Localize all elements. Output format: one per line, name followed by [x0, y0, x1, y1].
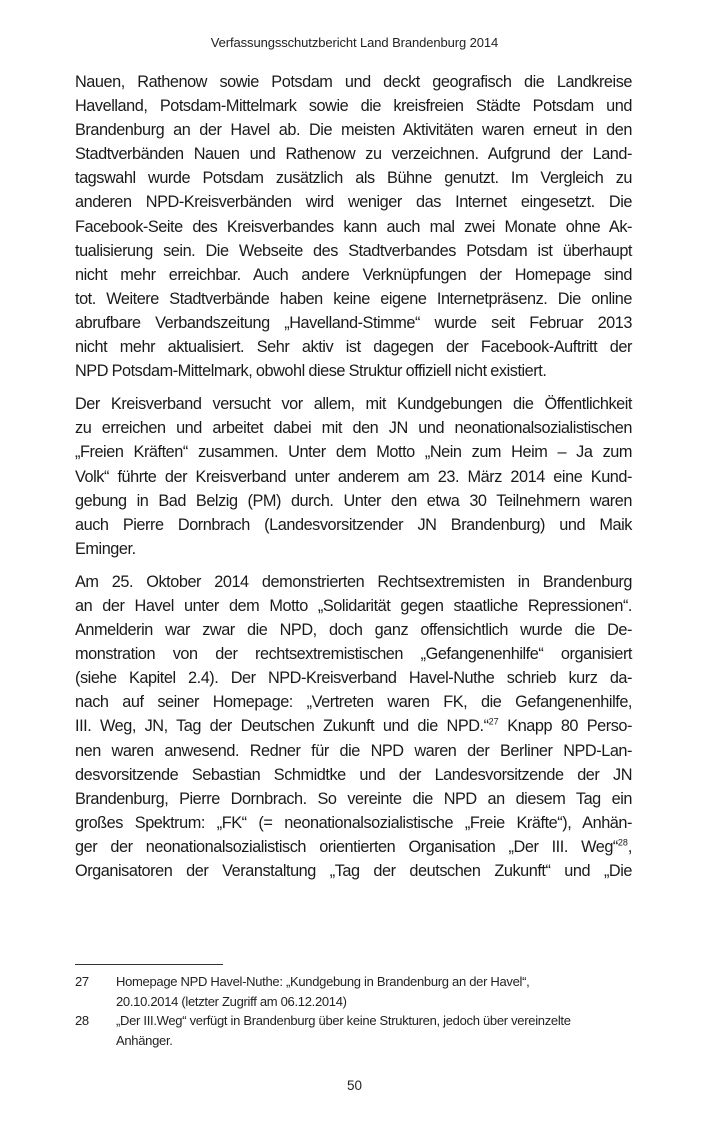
text-line: „Freien Kräften“ zusammen. Unter dem Motto „Nein zum Heim – Ja zum	[75, 443, 632, 462]
text-line: Brandenburg, Pierre Dornbrach. So vereinte die NPD an diesem Tag ein	[75, 789, 632, 808]
paragraph-1	[75, 70, 632, 383]
text-line: nen waren anwesend. Redner für die NPD waren der Berliner NPD-Lan-	[75, 741, 632, 760]
text-line: nicht mehr erreichbar. Auch andere Verknüpfungen der Homepage sind	[75, 265, 632, 284]
text-line: Volk“ führte der Kreisverband unter anderem am 23. März 2014 eine Kund-	[75, 467, 632, 486]
text-line: tot. Weitere Stadtverbände haben keine eigene Internetpräsenz. Die online	[75, 289, 632, 308]
text-line: Stadtverbänden Nauen und Rathenow zu verzeichnen. Aufgrund der Land-	[75, 145, 632, 164]
text-line: Havelland, Potsdam-Mittelmark sowie die kreisfreien Städte Potsdam und	[75, 97, 632, 116]
text-line: Anmelderin war zwar die NPD, doch ganz offensichtlich wurde die De-	[75, 621, 632, 640]
paragraph-2	[75, 392, 632, 561]
text-line: (siehe Kapitel 2.4). Der NPD-Kreisverband Havel-Nuthe schrieb kurz da-	[75, 669, 632, 688]
footnote-ref-27[interactable]: 27	[488, 717, 499, 728]
text-line: nicht mehr aktualisiert. Sehr aktiv ist dagegen der Facebook-Auftritt der	[75, 338, 632, 357]
text-fragment: ,	[627, 837, 632, 856]
text-line: anderen NPD-Kreisverbänden wird weniger das Internet eingesetzt. Die	[75, 193, 632, 212]
page-number: 50	[346, 1078, 363, 1093]
text-line: Organisatoren der Veranstaltung „Tag der deutschen Zukunft“ und „Die	[75, 862, 632, 880]
footnote-number: 28	[75, 1013, 89, 1028]
text-fragment: Knapp 80 Perso-	[498, 717, 632, 736]
text-line: Der Kreisverband versucht vor allem, mit Kundgebungen die Öffentlichkeit	[75, 395, 632, 414]
text-line: desvorsitzende Sebastian Schmidtke und der Landesvorsitzende der JN	[75, 765, 632, 784]
footnote-text	[116, 1011, 635, 1050]
text-line: Eminger.	[75, 539, 136, 558]
footnote-line: Homepage NPD Havel-Nuthe: „Kundgebung in Brandenburg an der Havel“,	[116, 974, 530, 989]
text-line: an der Havel unter dem Motto „Solidarität gegen staatliche Repressionen“.	[75, 596, 632, 615]
footnotes	[75, 972, 635, 1050]
footnote-line: 20.10.2014 (letzter Zugriff am 06.12.2014)	[116, 993, 347, 1009]
text-line: Am 25. Oktober 2014 demonstrierten Rechtsextremisten in Brandenburg	[75, 572, 632, 591]
footnote-ref-28[interactable]: 28	[617, 837, 628, 848]
text-line: zu erreichen und arbeitet dabei mit den JN und neonationalsozialistischen	[75, 419, 632, 438]
footnote-27	[75, 972, 635, 1011]
text-line: gebung in Bad Belzig (PM) durch. Unter den etwa 30 Teilnehmern waren	[75, 491, 632, 510]
paragraph-3	[75, 570, 632, 883]
text-line: auch Pierre Dornbrach (Landesvorsitzender JN Brandenburg) und Maik	[75, 515, 632, 534]
running-header: Verfassungsschutzbericht Land Brandenburg 2014	[210, 35, 499, 50]
text-fragment: III. Weg, JN, Tag der Deutschen Zukunft und die NPD.“	[75, 717, 489, 736]
text-line: monstration von der rechtsextremistischen „Gefangenenhilfe“ organisiert	[75, 645, 632, 664]
text-line: tualisierung sein. Die Webseite des Stadtverbandes Potsdam ist überhaupt	[75, 241, 632, 260]
text-line-with-footnote-28	[75, 835, 632, 859]
footnote-line: Anhänger.	[116, 1032, 173, 1048]
text-fragment: ger der neonationalsozialistisch orientierten Organisation „Der III. Weg“	[75, 837, 618, 856]
text-line: Facebook-Seite des Kreisverbandes kann auch mal zwei Monate ohne Ak-	[75, 217, 632, 236]
body-text	[75, 70, 632, 892]
text-line: nach auf seiner Homepage: „Vertreten waren FK, die Gefangenenhilfe,	[75, 693, 632, 712]
footnote-text	[116, 972, 635, 1011]
footnote-number: 27	[75, 974, 89, 989]
text-line-with-footnote-27	[75, 714, 632, 738]
footnote-28	[75, 1011, 635, 1050]
text-line: tagswahl wurde Potsdam zusätzlich als Bühne genutzt. Im Vergleich zu	[75, 169, 632, 188]
footnote-divider	[75, 964, 223, 965]
text-line: Brandenburg an der Havel ab. Die meisten Aktivitäten waren erneut in den	[75, 121, 632, 140]
text-line: NPD Potsdam-Mittelmark, obwohl diese Struktur offiziell nicht existiert.	[75, 362, 547, 381]
text-line: großes Spektrum: „FK“ (= neonationalsozialistische „Freie Kräfte“), Anhän-	[75, 813, 632, 832]
text-line: Nauen, Rathenow sowie Potsdam und deckt geografisch die Landkreise	[75, 73, 632, 91]
footnote-line: „Der III.Weg“ verfügt in Brandenburg über keine Strukturen, jedoch über vereinzelte	[116, 1013, 571, 1028]
text-line: abrufbare Verbandszeitung „Havelland-Stimme“ wurde seit Februar 2013	[75, 313, 632, 332]
